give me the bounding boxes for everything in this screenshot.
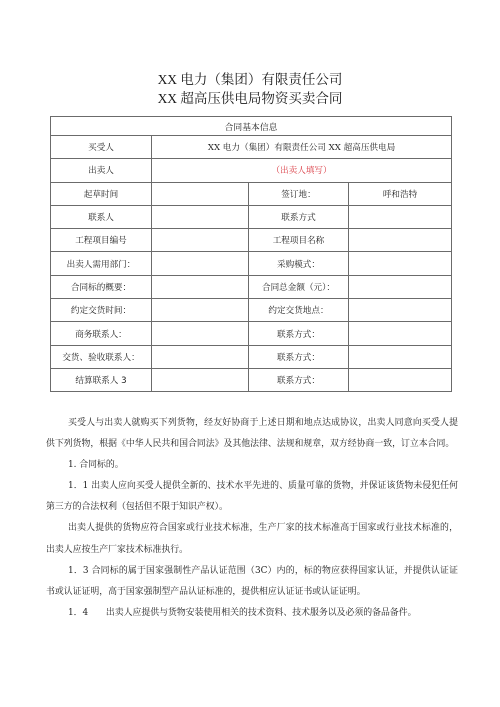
paragraph-intro: 买受人与出卖人就购买下列货物，经友好协商于上述日期和地点达成协议，出卖人同意向买受人提供下列货物，根据《中华人民共和国合同法》及其他法律、法规和规章，双方经协商一致，订立本合同。: [46, 418, 458, 450]
field-label: 交货、验收联系人：: [51, 345, 152, 368]
table-header-row: [51, 117, 452, 136]
buyer-row: [51, 136, 452, 159]
field-label: 结算联系人 3: [51, 368, 152, 391]
field-value[interactable]: [349, 205, 452, 228]
contract-title: XX 超高压供电局物资买卖合同: [157, 91, 343, 106]
field-value[interactable]: [152, 252, 249, 275]
field-value[interactable]: [349, 345, 452, 368]
table-row: [51, 345, 452, 368]
paragraph-1-3: 1．3 合同标的属于国家强制性产品认证范围（3C）内的，标的物应获得国家认证，并提供认证证书或认证证明，高于国家强制型产品认证标准的，提供相应认证证书或认证证明。: [46, 565, 458, 597]
field-label: 采购模式：: [249, 252, 349, 275]
table-row: [51, 229, 452, 252]
table-row: [51, 182, 452, 205]
field-value[interactable]: [349, 368, 452, 391]
field-label: 出卖人需用部门：: [51, 252, 152, 275]
field-label: 签订地：: [249, 182, 349, 205]
table-row: [51, 322, 452, 345]
table-row: [51, 205, 452, 228]
paragraph-section-1: 1. 合同标的。: [68, 460, 124, 471]
field-value[interactable]: [152, 345, 249, 368]
field-value[interactable]: [152, 229, 249, 252]
field-value[interactable]: 呼和浩特: [349, 182, 452, 205]
field-label: 联系方式：: [249, 322, 349, 345]
field-value[interactable]: [349, 299, 452, 322]
field-value[interactable]: [152, 205, 249, 228]
seller-row: [51, 159, 452, 182]
field-value[interactable]: [349, 275, 452, 298]
buyer-value: XX 电力（集团）有限责任公司 XX 超高压供电局: [152, 136, 452, 159]
field-label: 联系方式：: [249, 368, 349, 391]
field-value[interactable]: [349, 229, 452, 252]
field-label: 商务联系人：: [51, 322, 152, 345]
section-title: 合同基本信息: [51, 117, 452, 136]
field-value[interactable]: [152, 299, 249, 322]
paragraph-1-4: 1．4 出卖人应提供与货物安装使用相关的技术资料、技术服务以及必须的备品备件。: [68, 607, 417, 618]
paragraph-1-1: 1．1 出卖人应向买受人提供全新的、技术水平先进的、质量可靠的货物，并保证该货物未侵犯任何第三方的合法权利（包括但不限于知识产权）。: [46, 481, 458, 513]
table-row: [51, 252, 452, 275]
field-value[interactable]: [349, 322, 452, 345]
seller-value[interactable]: （出卖人填写）: [152, 159, 452, 182]
field-label: 约定交货地点：: [249, 299, 349, 322]
field-label: 工程项目编号: [51, 229, 152, 252]
buyer-label: 买受人: [51, 136, 152, 159]
company-title: XX 电力（集团）有限责任公司: [157, 72, 343, 87]
field-label: 起草时间: [51, 182, 152, 205]
field-value[interactable]: [349, 252, 452, 275]
field-label: 工程项目名称: [249, 229, 349, 252]
field-value[interactable]: [152, 368, 249, 391]
field-value[interactable]: [152, 275, 249, 298]
field-label: 联系人: [51, 205, 152, 228]
paragraph-1-2: 出卖人提供的货物应符合国家或行业技术标准，生产厂家的技术标准高于国家或行业技术标准的，出卖人应按生产厂家技术标准执行。: [46, 523, 458, 555]
field-label: 合同标的概要：: [51, 275, 152, 298]
table-row: [51, 368, 452, 391]
table-row: [51, 299, 452, 322]
field-label: 合同总金额（元）：: [249, 275, 349, 298]
field-label: 约定交货时间：: [51, 299, 152, 322]
seller-label: 出卖人: [51, 159, 152, 182]
contract-body: [46, 413, 458, 624]
field-value[interactable]: [152, 322, 249, 345]
field-label: 联系方式：: [249, 345, 349, 368]
field-label: 联系方式: [249, 205, 349, 228]
contract-info-table: [50, 116, 452, 392]
field-value[interactable]: [152, 182, 249, 205]
table-row: [51, 275, 452, 298]
